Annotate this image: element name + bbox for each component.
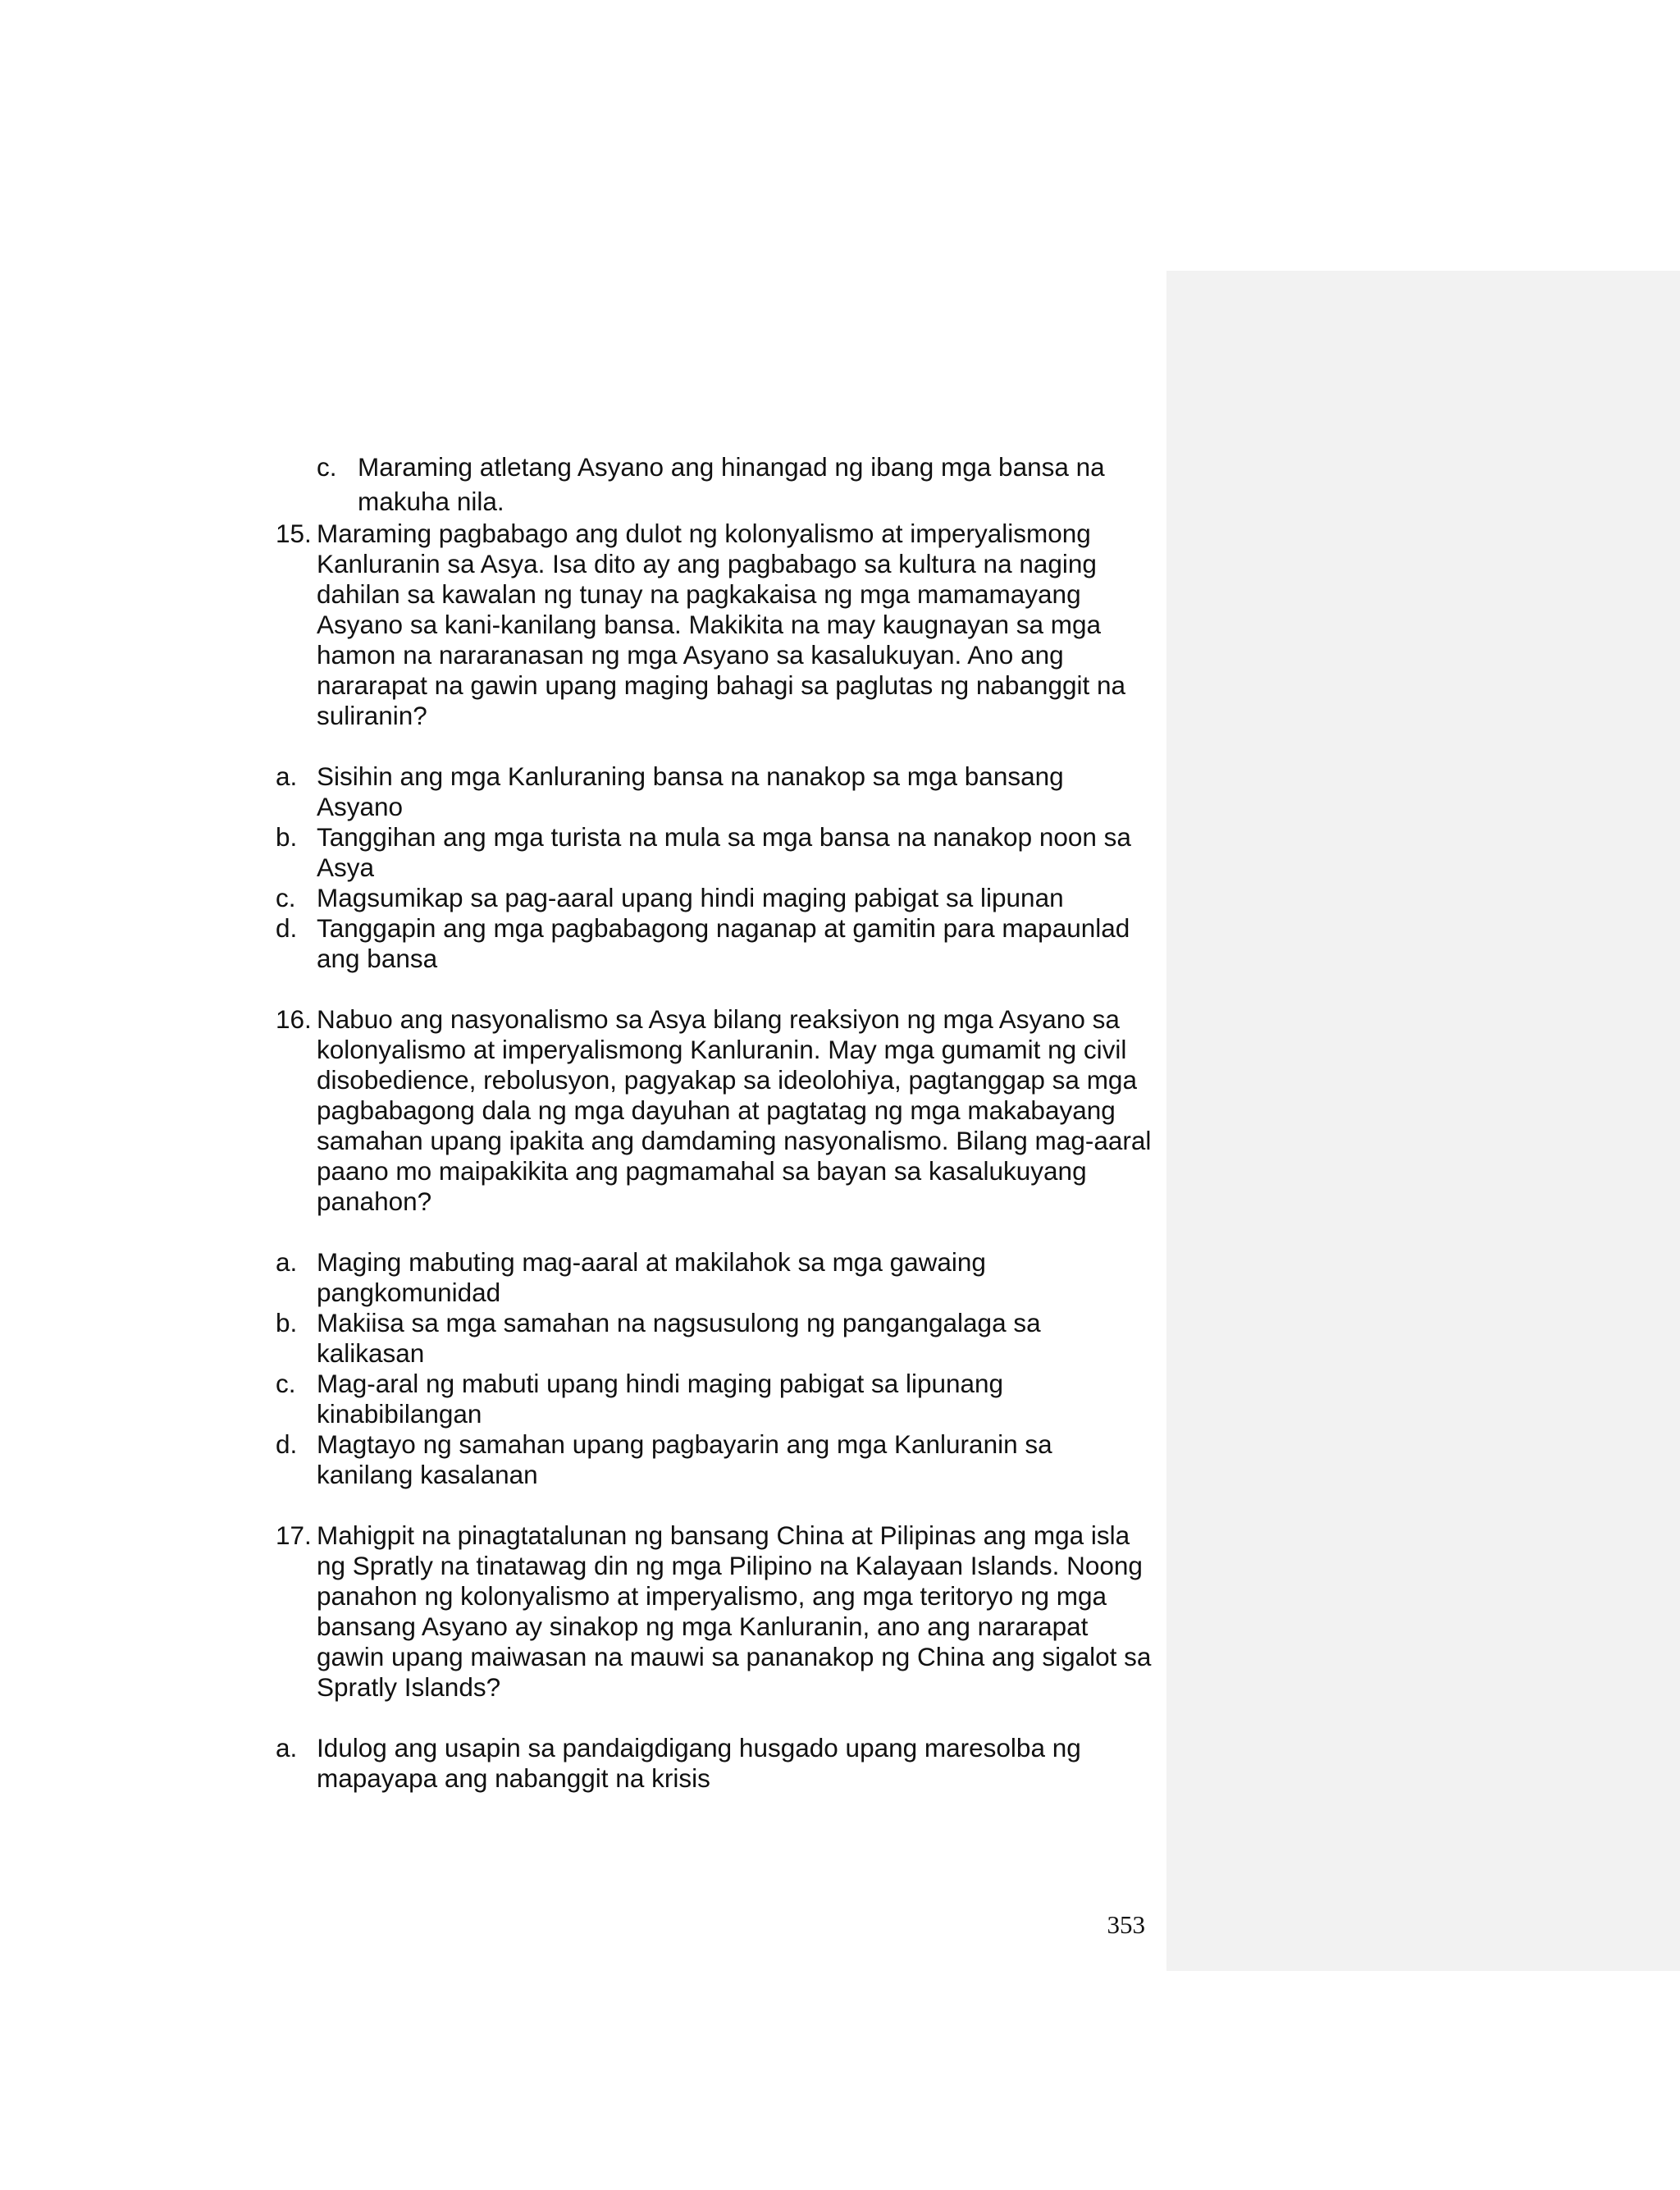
choice-text: Tanggapin ang mga pagbabagong naganap at gamitin para mapaunlad ang bansa <box>317 913 1130 973</box>
choice-letter: c. <box>276 1369 296 1398</box>
choice-letter: d. <box>276 913 298 943</box>
choice-text: Idulog ang usapin sa pandaigdigang husgado upang maresolba ng mapayapa ang nabanggit na krisis <box>317 1733 1081 1793</box>
choice-text: Magsumikap sa pag-aaral upang hindi maging pabigat sa lipunan <box>317 883 1064 912</box>
question-text: Nabuo ang nasyonalismo sa Asya bilang reaksiyon ng mga Asyano sa kolonyalismo at imperyalismong Kanluranin. May mga gumamit ng civil disobedience, rebolusyon, pagyakap sa ideolohiya, pagtanggap sa mga pagbabagong dala ng mga dayuhan at pagtatag ng mga makabayang samahan upang ipakita ang damdaming nasyonalismo. Bilang mag-aaral paano mo maipakikita ang pagmamahal sa bayan sa kasalukuyang panahon? <box>317 1004 1152 1216</box>
choice-letter: a. <box>276 1247 298 1277</box>
question-text: Mahigpit na pinagtatalunan ng bansang China at Pilipinas ang mga isla ng Spratly na tinatawag din ng mga Pilipino na Kalayaan Islands. Noong panahon ng kolonyalismo at imperyalismo, ang mga teritoryo ng mga bansang Asyano ay sinakop ng mga Kanluranin, ano ang nararapat gawin upang maiwasan na mauwi sa pananakop ng China ang sigalot sa Spratly Islands? <box>317 1520 1152 1702</box>
question-15 <box>276 519 1153 731</box>
page-number: 353 <box>1107 1910 1145 1939</box>
choice-letter: a. <box>276 1733 298 1763</box>
continued-choice <box>317 450 1153 519</box>
choice-letter: c. <box>317 452 337 482</box>
question-text: Maraming pagbabago ang dulot ng kolonyalismo at imperyalismong Kanluranin sa Asya. Isa dito ay ang pagbabago sa kultura na naging dahilan sa kawalan ng tunay na pagkakaisa ng mga mamamayang Asyano sa kani-kanilang bansa. Makikita na may kaugnayan sa mga hamon na nararanasan ng mga Asyano sa kasalukuyan. Ano ang nararapat na gawin upang maging bahagi sa paglutas ng nabanggit na suliranin? <box>317 519 1126 730</box>
choice-15a <box>276 761 1153 822</box>
choice-text: Maging mabuting mag-aaral at makilahok sa mga gawaing pangkomunidad <box>317 1247 986 1307</box>
choice-text: Maraming atletang Asyano ang hinangad ng ibang mga bansa na makuha nila. <box>358 452 1105 516</box>
choice-letter: b. <box>276 1308 298 1337</box>
choice-letter: d. <box>276 1429 298 1459</box>
choice-16b <box>276 1308 1153 1369</box>
choices-15 <box>276 761 1153 974</box>
choice-text: Sisihin ang mga Kanluraning bansa na nanakop sa mga bansang Asyano <box>317 761 1064 821</box>
question-16 <box>276 1004 1153 1217</box>
question-number: 15. <box>276 519 312 548</box>
choice-15b <box>276 822 1153 883</box>
question-17 <box>276 1520 1153 1703</box>
choice-16a <box>276 1247 1153 1308</box>
choice-letter: a. <box>276 761 298 791</box>
choices-17 <box>276 1733 1153 1794</box>
choice-15d <box>276 913 1153 974</box>
comment-pane <box>1166 271 1680 1971</box>
choice-15c <box>276 883 1153 913</box>
choice-text: Tanggihan ang mga turista na mula sa mga bansa na nanakop noon sa Asya <box>317 822 1131 882</box>
document-body <box>276 450 1153 1794</box>
choice-text: Magtayo ng samahan upang pagbayarin ang mga Kanluranin sa kanilang kasalanan <box>317 1429 1052 1489</box>
choices-16 <box>276 1247 1153 1490</box>
question-number: 17. <box>276 1520 312 1550</box>
choice-letter: b. <box>276 822 298 852</box>
choice-text: Makiisa sa mga samahan na nagsusulong ng pangangalaga sa kalikasan <box>317 1308 1041 1368</box>
choice-16d <box>276 1429 1153 1490</box>
choice-text: Mag-aral ng mabuti upang hindi maging pabigat sa lipunang kinabibilangan <box>317 1369 1004 1429</box>
choice-17a <box>276 1733 1153 1794</box>
choice-16c <box>276 1369 1153 1429</box>
choice-letter: c. <box>276 883 296 912</box>
question-number: 16. <box>276 1004 312 1034</box>
